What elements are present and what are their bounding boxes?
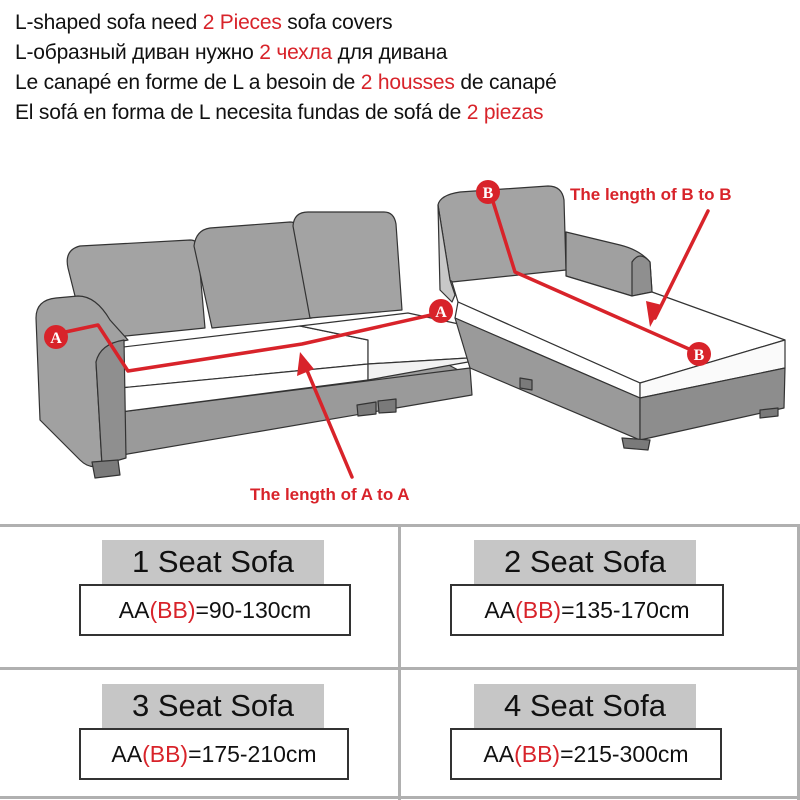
three-seat-sofa-drawing [36, 212, 472, 478]
headline-highlight: 2 housses [360, 71, 455, 94]
size-table [0, 524, 800, 800]
size-prefix: AA [484, 597, 516, 623]
size-prefix: AA [118, 597, 150, 623]
seat-title-badge: 1 Seat Sofa [102, 540, 324, 584]
size-range: =90-130cm [195, 597, 312, 623]
headline-text: для дивана [332, 41, 448, 64]
headline-text: de canapé [454, 71, 557, 94]
size-range-box [450, 584, 724, 636]
marker-b-label: B [693, 347, 705, 364]
size-paren: (BB) [515, 597, 562, 623]
headline-highlight: 2 piezas [466, 101, 544, 124]
size-paren: (BB) [514, 741, 561, 767]
headline-russian [15, 38, 557, 68]
label-b-to-b: The length of B to B [570, 185, 732, 204]
size-range: =215-300cm [560, 741, 689, 767]
headline-french [15, 68, 557, 98]
size-cell-1-seat [0, 524, 398, 664]
headline-text: L-образный диван нужно [15, 41, 260, 64]
headline-text: L-shaped sofa need [15, 11, 203, 34]
headline-text: Le canapé en forme de L a besoin de [15, 71, 361, 94]
headline-block [15, 8, 557, 128]
marker-b-label: B [482, 185, 494, 202]
marker-b-bottom [687, 342, 711, 366]
headline-highlight: 2 Pieces [202, 11, 282, 34]
label-a-to-a: The length of A to A [250, 485, 410, 504]
marker-a-right [429, 299, 453, 323]
size-paren: (BB) [149, 597, 196, 623]
seat-title-badge: 2 Seat Sofa [474, 540, 696, 584]
size-cell-3-seat [0, 668, 398, 800]
size-range-box [450, 728, 722, 780]
headline-highlight: 2 чехла [259, 41, 333, 64]
chaise-sofa-drawing [438, 186, 785, 450]
size-range-box [79, 728, 349, 780]
marker-a-left [44, 325, 68, 349]
b-arrow-shaft [655, 211, 708, 318]
size-prefix: AA [111, 741, 143, 767]
size-cell-2-seat [400, 524, 798, 664]
size-prefix: AA [483, 741, 515, 767]
headline-spanish [15, 98, 557, 128]
size-paren: (BB) [142, 741, 189, 767]
size-cell-4-seat [400, 668, 798, 800]
headline-text: sofa covers [281, 11, 393, 34]
marker-b-top [476, 180, 500, 204]
seat-title-badge: 4 Seat Sofa [474, 684, 696, 728]
headline-text: El sofá en forma de L necesita fundas de sofá de [15, 101, 467, 124]
sofa-measurement-illustration [0, 160, 800, 510]
headline-english [15, 8, 557, 38]
size-range: =135-170cm [561, 597, 690, 623]
marker-a-label: A [435, 304, 447, 321]
seat-title-badge: 3 Seat Sofa [102, 684, 324, 728]
size-range-box [79, 584, 351, 636]
marker-a-label: A [50, 330, 62, 347]
size-range: =175-210cm [188, 741, 317, 767]
